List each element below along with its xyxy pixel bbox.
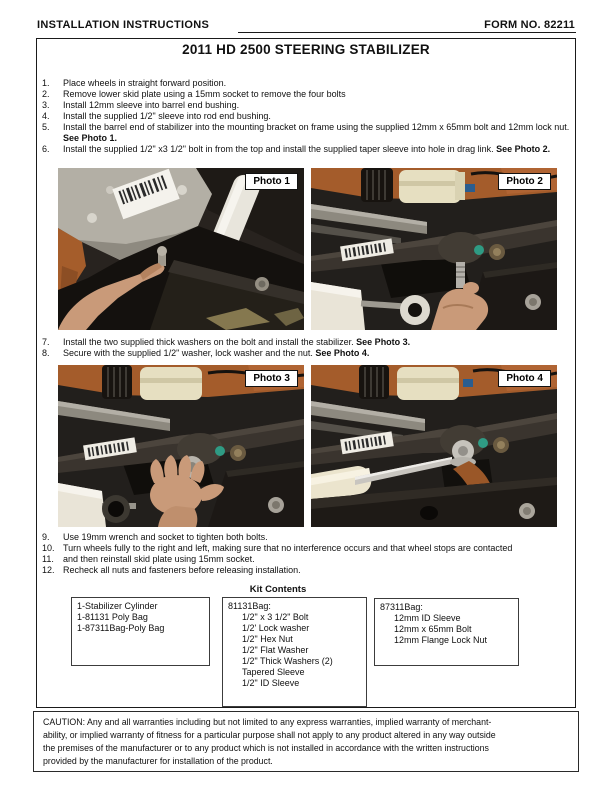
photo-4-image	[311, 365, 557, 527]
step-10	[42, 543, 570, 554]
step-text: Install 12mm sleeve into barrel end bushing.	[63, 100, 240, 110]
step-number: 1.	[42, 78, 50, 88]
kit-box-81131	[222, 597, 367, 707]
step-number: 8.	[42, 348, 50, 358]
step-number: 11.	[42, 554, 54, 564]
document-type-heading: INSTALLATION INSTRUCTIONS	[37, 19, 210, 31]
step-8	[42, 348, 570, 359]
kit-line: 1/2" x 3 1/2" Bolt	[242, 612, 309, 622]
photo-row-1	[58, 168, 557, 330]
main-content-box	[36, 38, 576, 708]
kit-contents-heading: Kit Contents	[249, 584, 307, 595]
caution-notice	[33, 711, 579, 772]
step-text: Recheck all nuts and fasteners before releasing installation.	[63, 565, 301, 575]
caution-line: ability, or implied warranty of fitness for a particular purpose shall not apply to any product altered in any way outside	[43, 730, 496, 740]
kit-line: 1/2" Flat Washer	[242, 645, 309, 655]
instruction-steps-1-6	[42, 78, 570, 155]
page-title: 2011 HD 2500 STEERING STABILIZER	[182, 42, 430, 57]
step-7	[42, 337, 570, 348]
kit-line: 1/2" Hex Nut	[242, 634, 293, 644]
photo-2-illustration	[311, 168, 557, 330]
step-number: 9.	[42, 532, 50, 542]
photo-1-illustration	[58, 168, 304, 330]
photo-4-label: Photo 4	[498, 370, 551, 387]
kit-line: Tapered Sleeve	[242, 667, 305, 677]
photo-row-2	[58, 365, 557, 527]
kit-line: 1/2" Thick Washers (2)	[242, 656, 333, 666]
step-number: 12.	[42, 565, 55, 575]
instruction-steps-9-12	[42, 532, 570, 576]
photo-4-illustration	[311, 365, 557, 527]
caution-line: CAUTION: Any and all warranties including but not limited to any express warranties, implied warranty of merchant-	[43, 717, 492, 727]
caution-line: the premises of the manufacturer or to any product which is not installed in accordance with the written instructions	[43, 743, 489, 753]
photo-2-label: Photo 2	[498, 173, 551, 190]
step-3	[42, 100, 570, 111]
step-text: Install the supplied 1/2" sleeve into rod end bushing.	[63, 111, 271, 121]
step-5	[42, 122, 570, 144]
step-text: Turn wheels fully to the right and left, making sure that no interference occurs and that wheel stops are contacted	[63, 543, 513, 553]
step-number: 10.	[42, 543, 55, 553]
kit-line: 1-Stabilizer Cylinder	[77, 601, 158, 611]
kit-line: 1/2' Lock washer	[242, 623, 310, 633]
caution-line: provided by the manufacturer for installation of the product.	[43, 756, 273, 766]
instruction-steps-7-8	[42, 337, 570, 359]
step-1	[42, 78, 570, 89]
kit-box-main	[71, 597, 210, 666]
step-9	[42, 532, 570, 543]
step-number: 2.	[42, 89, 50, 99]
kit-line: 1-87311Bag-Poly Bag	[77, 623, 165, 633]
step-text: and then reinstall skid plate using 15mm socket.	[63, 554, 255, 564]
photo-1-image	[58, 168, 304, 330]
step-number: 7.	[42, 337, 50, 347]
step-text: Remove lower skid plate using a 15mm socket to remove the four bolts	[63, 89, 346, 99]
step-6	[42, 144, 570, 155]
step-number: 4.	[42, 111, 50, 121]
kit-line: 1-81131 Poly Bag	[77, 612, 148, 622]
kit-line: 1/2" ID Sleeve	[242, 678, 300, 688]
step-text: Place wheels in straight forward position.	[63, 78, 227, 88]
kit-box-87311	[374, 598, 519, 666]
step-text: Use 19mm wrench and socket to tighten both bolts.	[63, 532, 268, 542]
kit-bag-title: 81131Bag:	[228, 601, 271, 611]
step-4	[42, 111, 570, 122]
step-text: Secure with the supplied 1/2" washer, lock washer and the nut. See Photo 4.	[63, 348, 370, 358]
step-number: 3.	[42, 100, 50, 110]
photo-3-illustration	[58, 365, 304, 527]
photo-1-label: Photo 1	[245, 173, 298, 190]
step-12	[42, 565, 570, 576]
photo-3-label: Photo 3	[245, 370, 298, 387]
kit-line: 12mm x 65mm Bolt	[394, 624, 472, 634]
step-text: Install the supplied 1/2" x3 1/2" bolt in from the top and install the supplied taper sleeve into hole in drag link. See Photo 2.	[63, 144, 551, 154]
step-number: 5.	[42, 122, 50, 132]
step-2	[42, 89, 570, 100]
step-number: 6.	[42, 144, 50, 154]
header-rule	[238, 32, 576, 33]
step-text: Install the two supplied thick washers on the bolt and install the stabilizer. See Photo 3.	[63, 337, 411, 347]
step-11	[42, 554, 570, 565]
kit-bag-title: 87311Bag:	[380, 602, 423, 612]
step-text: Install the barrel end of stabilizer into the mounting bracket on frame using the supplied 12mm x 65mm bolt and 12mm lock nut. See Photo 1.	[63, 122, 570, 143]
form-number: FORM NO. 82211	[484, 19, 575, 31]
kit-line: 12mm Flange Lock Nut	[394, 635, 488, 645]
photo-3-image	[58, 365, 304, 527]
photo-2-image	[311, 168, 557, 330]
kit-line: 12mm ID Sleeve	[394, 613, 461, 623]
